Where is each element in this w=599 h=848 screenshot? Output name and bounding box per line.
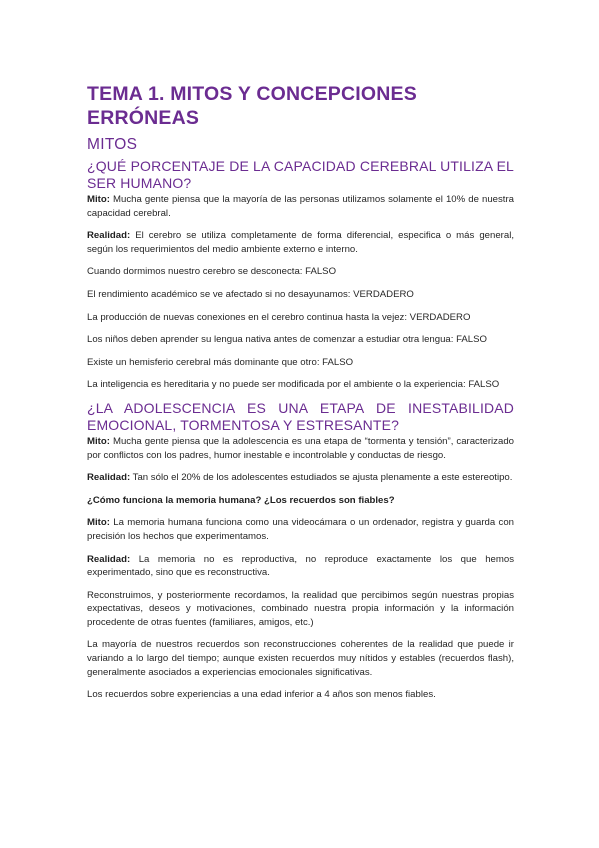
- question-heading-memory: ¿Cómo funciona la memoria humana? ¿Los recuerdos son fiables?: [87, 494, 395, 506]
- reality-text: El cerebro se utiliza completamente de forma diferencial, especifica o más general, según los requerimientos del medio ambiente externo e interno.: [87, 230, 514, 255]
- paragraph-reconstruction: Reconstruimos, y posteriormente recordamos, la realidad que percibimos según nuestras propias expectativas, deseos y motivaciones, combinado nuestra propia información y la información procedente de otras fuentes (familiares, amigos, etc.): [87, 589, 514, 628]
- reality-text: Tan sólo el 20% de los adolescentes estudiados se ajusta plenamente a este estereotipo.: [130, 472, 513, 484]
- myth-paragraph: [87, 193, 514, 220]
- reality-paragraph: [87, 229, 514, 256]
- section-heading: MITOS: [87, 136, 138, 153]
- reality-paragraph: [87, 553, 514, 580]
- myth-text: Mucha gente piensa que la adolescencia es una etapa de “tormenta y tensión”, caracterizado por conflictos con los padres, humor inestable e incontrolable y conductas de riesgo.: [87, 435, 514, 461]
- reality-text: La memoria no es reproductiva, no reproduce exactamente los que hemos experimentado, sino que es reconstructiva.: [87, 553, 514, 579]
- statement-language: Los niños deben aprender su lengua nativa antes de comenzar a estudiar otra lengua: FALSO: [87, 334, 488, 346]
- question-heading-capacity: ¿QUÉ PORCENTAJE DE LA CAPACIDAD CEREBRAL UTILIZA EL SER HUMANO?: [87, 158, 514, 191]
- reality-paragraph: [87, 471, 514, 485]
- question-heading-adolescence: ¿LA ADOLESCENCIA ES UNA ETAPA DE INESTABILIDAD EMOCIONAL, TORMENTOSA Y ESTRESANTE?: [87, 399, 514, 433]
- myth-paragraph: [87, 435, 514, 462]
- statement-breakfast: El rendimiento académico se ve afectado si no desayunamos: VERDADERO: [87, 288, 414, 300]
- document-page: [87, 82, 514, 702]
- reality-label: Realidad:: [87, 472, 131, 484]
- myth-paragraph: [87, 516, 514, 543]
- paragraph-early-memories: Los recuerdos sobre experiencias a una edad inferior a 4 años son menos fiables.: [87, 689, 436, 701]
- myth-text: La memoria humana funciona como una videocámara o un ordenador, registra y guarda con precisión los hechos que experimentamos.: [87, 517, 514, 542]
- reality-label: Realidad:: [87, 553, 131, 565]
- statement-connections: La producción de nuevas conexiones en el cerebro continua hasta la vejez: VERDADERO: [87, 311, 471, 323]
- myth-label: Mito:: [87, 435, 110, 447]
- myth-label: Mito:: [87, 517, 110, 529]
- reality-label: Realidad:: [87, 230, 131, 242]
- statement-intelligence: La inteligencia es hereditaria y no puede ser modificada por el ambiente o la experiencia: FALSO: [87, 379, 500, 391]
- myth-text: Mucha gente piensa que la mayoría de las personas utilizamos solamente el 10% de nuestra capacidad cerebral.: [87, 194, 514, 219]
- myth-label: Mito:: [87, 194, 110, 205]
- paragraph-flash-memories: La mayoría de nuestros recuerdos son reconstrucciones coherentes de la realidad que puede ir variando a lo largo del tiempo; aunque existen recuerdos muy nítidos y estables (recuerdos flash), generalmente asociados a experiencias emocionales significativas.: [87, 639, 514, 678]
- statement-sleep: Cuando dormimos nuestro cerebro se desconecta: FALSO: [87, 266, 337, 278]
- page-title: TEMA 1. MITOS Y CONCEPCIONES ERRÓNEAS: [87, 83, 417, 129]
- statement-hemisphere: Existe un hemisferio cerebral más dominante que otro: FALSO: [87, 356, 354, 368]
